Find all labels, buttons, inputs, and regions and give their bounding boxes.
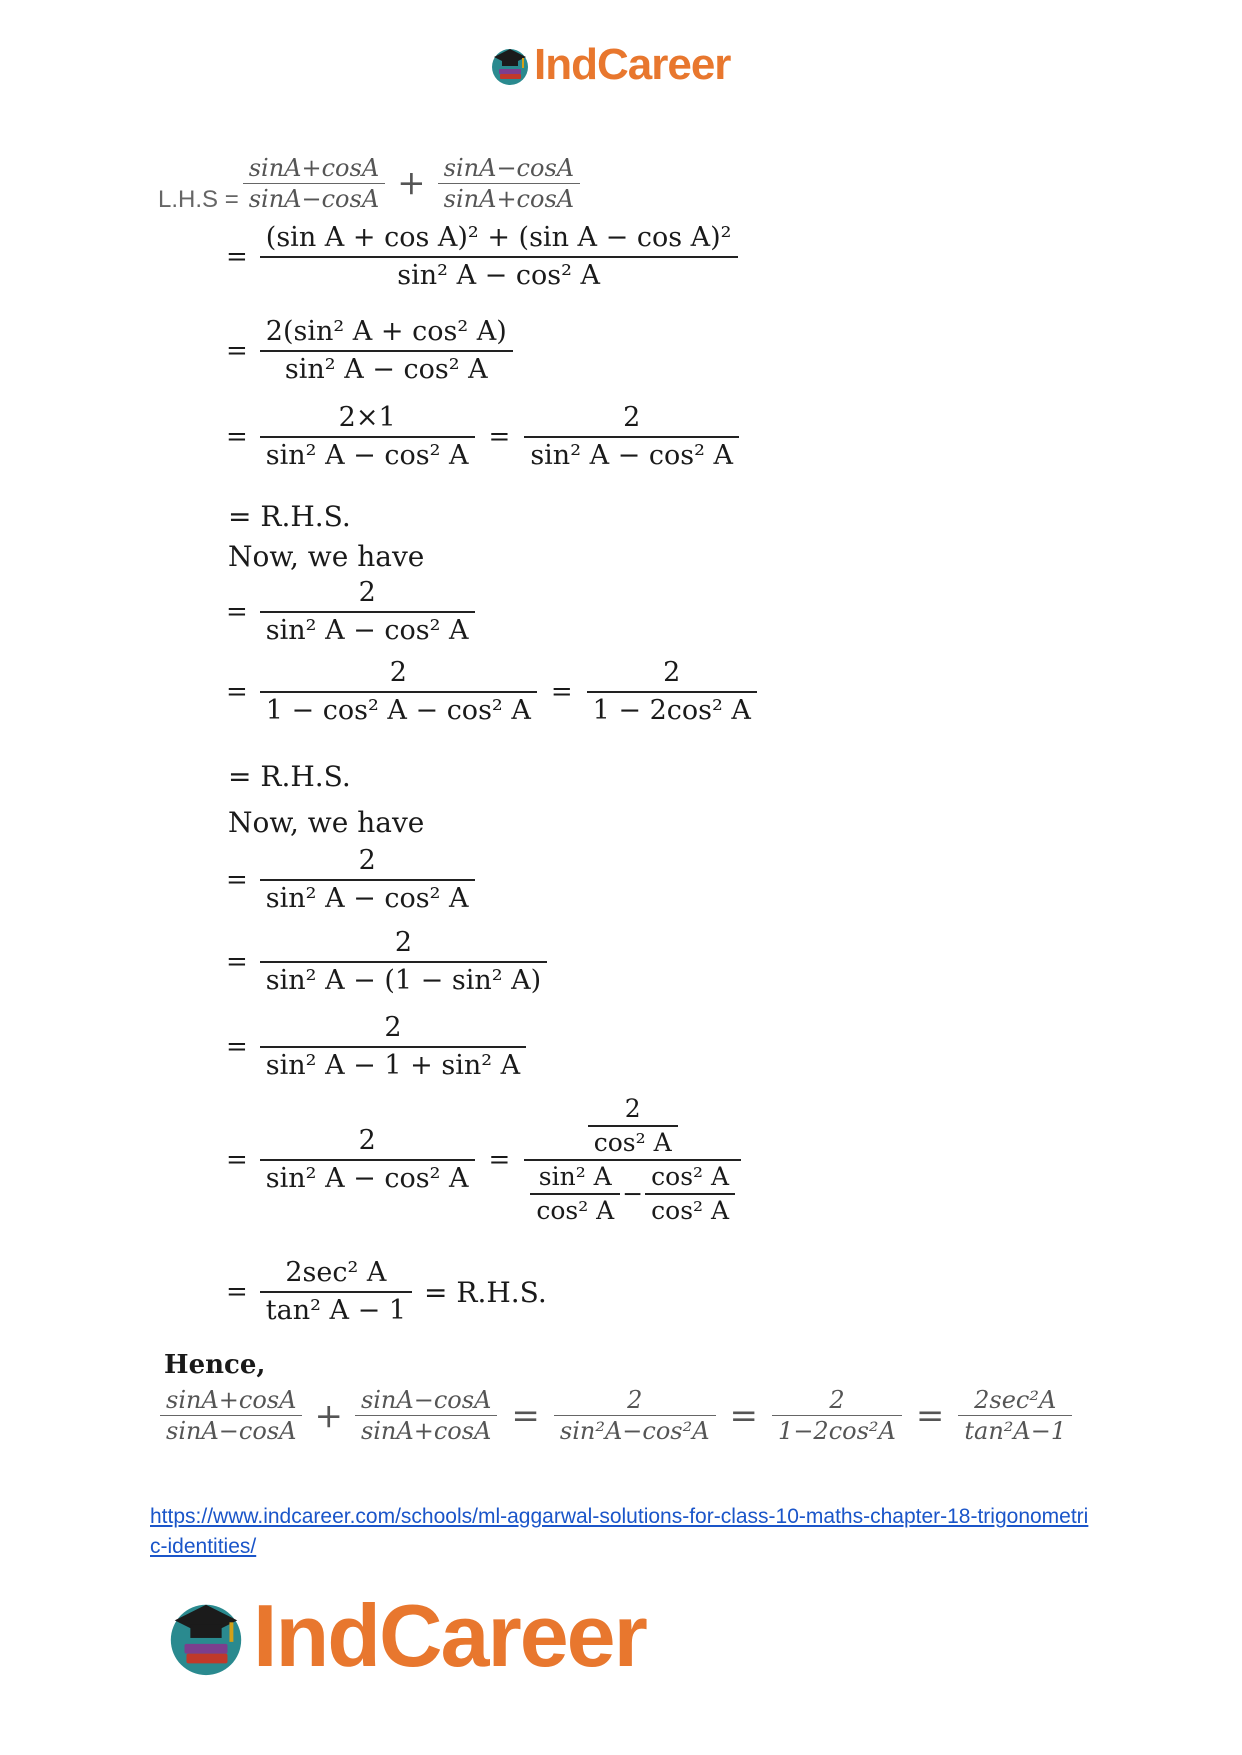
equals-sign: = bbox=[550, 677, 573, 707]
numerator: sinA−cosA bbox=[360, 1386, 492, 1414]
inner-fraction-sin bbox=[530, 1161, 620, 1227]
numerator: 2 bbox=[358, 577, 376, 608]
denominator: sin² A − cos² A bbox=[397, 260, 600, 291]
numerator: sinA+cosA bbox=[166, 1386, 297, 1414]
step-4 bbox=[226, 575, 475, 649]
lhs-expression bbox=[158, 152, 580, 214]
numerator: 2 bbox=[663, 657, 681, 688]
denominator: cos² A bbox=[651, 1196, 730, 1225]
inner-fraction bbox=[588, 1093, 678, 1159]
graduation-cap-books-icon bbox=[163, 1593, 249, 1679]
denominator: sinA−cosA bbox=[248, 184, 380, 213]
rhs-label: = R.H.S. bbox=[424, 1275, 547, 1309]
step-10-fraction bbox=[260, 1255, 412, 1329]
brand-name: IndCareer bbox=[534, 40, 731, 89]
denominator: sin² A − cos² A bbox=[265, 615, 469, 646]
denominator: sin² A − cos² A bbox=[265, 883, 469, 914]
source-link[interactable]: https://www.indcareer.com/schools/ml-aggarwal-solutions-for-class-10-maths-chapter-18-trigonometric-identities/ bbox=[150, 1505, 1089, 1558]
conclusion-fraction-1 bbox=[160, 1385, 302, 1446]
step-5-fraction-b bbox=[587, 655, 757, 729]
now-we-have-1: Now, we have bbox=[228, 540, 425, 573]
step-10 bbox=[226, 1255, 547, 1329]
numerator: (sin A + cos A)² + (sin A − cos A)² bbox=[265, 222, 732, 253]
step-9-complex-fraction bbox=[524, 1093, 741, 1227]
complex-denominator bbox=[524, 1161, 741, 1227]
equals-sign: = bbox=[729, 1395, 759, 1436]
equals-sign: = bbox=[226, 1277, 248, 1307]
equals-sign: = bbox=[226, 422, 248, 452]
step-6-fraction bbox=[260, 843, 475, 917]
conclusion-fraction-4 bbox=[772, 1385, 902, 1446]
step-8 bbox=[226, 1010, 526, 1084]
step-9 bbox=[226, 1093, 741, 1227]
lhs-fraction-1 bbox=[243, 153, 385, 214]
step-4-fraction bbox=[260, 575, 475, 649]
conclusion-fraction-2 bbox=[355, 1385, 497, 1446]
rhs-line-1: = R.H.S. bbox=[228, 500, 351, 533]
numerator: 2×1 bbox=[338, 402, 396, 433]
numerator: 2 bbox=[394, 927, 413, 958]
lhs-fraction-2 bbox=[438, 153, 580, 214]
equals-sign: = bbox=[511, 1395, 540, 1436]
plus-sign: + bbox=[397, 163, 426, 203]
equals-sign: = bbox=[915, 1395, 945, 1436]
now-we-have-2: Now, we have bbox=[228, 806, 425, 839]
equals-sign: = bbox=[226, 336, 248, 366]
step-5-fraction-a bbox=[260, 655, 537, 729]
plus-sign: + bbox=[314, 1395, 343, 1436]
equals-sign: = bbox=[488, 422, 511, 452]
step-8-fraction bbox=[260, 1010, 526, 1084]
denominator: sinA−cosA bbox=[166, 1417, 297, 1445]
denominator: sin²A−cos²A bbox=[559, 1417, 710, 1445]
denominator: sinA+cosA bbox=[443, 184, 575, 213]
numerator: 2 bbox=[358, 845, 376, 876]
equals-sign: = bbox=[226, 947, 248, 977]
equals-sign: = bbox=[226, 1145, 248, 1175]
denominator: 1 − 2cos² A bbox=[592, 695, 751, 726]
conclusion-fraction-5 bbox=[958, 1385, 1072, 1446]
complex-numerator bbox=[582, 1093, 684, 1159]
footer-logo[interactable] bbox=[163, 1585, 646, 1687]
numerator: sinA+cosA bbox=[248, 153, 380, 182]
conclusion-identity bbox=[160, 1385, 1072, 1446]
numerator: sinA−cosA bbox=[443, 153, 575, 182]
conclusion-fraction-3 bbox=[554, 1385, 716, 1446]
numerator: 2sec² A bbox=[285, 1257, 387, 1288]
equals-sign: = bbox=[488, 1145, 511, 1175]
denominator: tan² A − 1 bbox=[265, 1295, 407, 1326]
denominator: sin² A − cos² A bbox=[265, 1163, 469, 1194]
denominator: 1−2cos²A bbox=[778, 1417, 896, 1445]
equals-sign: = bbox=[226, 865, 248, 895]
numerator: 2 bbox=[389, 657, 407, 688]
rhs-line-2: = R.H.S. bbox=[228, 760, 351, 793]
step-5 bbox=[226, 655, 757, 729]
lhs-label: L.H.S = bbox=[158, 186, 239, 213]
denominator: sin² A − 1 + sin² A bbox=[265, 1050, 521, 1081]
graduation-cap-books-icon bbox=[488, 43, 532, 87]
step-2 bbox=[226, 314, 513, 388]
equals-sign: = bbox=[226, 242, 248, 272]
step-2-fraction bbox=[260, 314, 513, 388]
equals-sign: = bbox=[226, 677, 248, 707]
step-9-fraction-a bbox=[260, 1123, 475, 1197]
numerator: 2 bbox=[358, 1125, 376, 1156]
step-3 bbox=[226, 400, 739, 474]
numerator: 2(sin² A + cos² A) bbox=[265, 316, 507, 347]
minus-sign: − bbox=[622, 1179, 644, 1208]
inner-fraction-cos bbox=[645, 1161, 735, 1227]
header-logo[interactable] bbox=[488, 40, 730, 90]
numerator: 2 bbox=[829, 1386, 845, 1414]
step-3-fraction-a bbox=[260, 400, 475, 474]
numerator: 2 bbox=[627, 1386, 643, 1414]
denominator: cos² A bbox=[593, 1128, 672, 1157]
denominator: 1 − cos² A − cos² A bbox=[265, 695, 531, 726]
equals-sign: = bbox=[226, 1032, 248, 1062]
numerator: 2 bbox=[384, 1012, 402, 1043]
step-6 bbox=[226, 843, 475, 917]
numerator: sin² A bbox=[538, 1162, 612, 1191]
numerator: 2 bbox=[623, 402, 641, 433]
numerator: 2sec²A bbox=[974, 1386, 1057, 1414]
step-1-fraction bbox=[260, 220, 738, 294]
denominator: sinA+cosA bbox=[360, 1417, 492, 1445]
denominator: sin² A − (1 − sin² A) bbox=[265, 965, 542, 996]
numerator: 2 bbox=[624, 1094, 641, 1123]
hence-label: Hence, bbox=[164, 1350, 266, 1380]
step-1 bbox=[226, 220, 738, 294]
step-7-fraction bbox=[260, 925, 547, 999]
numerator: cos² A bbox=[651, 1162, 730, 1191]
denominator: sin² A − cos² A bbox=[265, 440, 469, 471]
step-3-fraction-b bbox=[524, 400, 739, 474]
denominator: sin² A − cos² A bbox=[530, 440, 734, 471]
denominator: tan²A−1 bbox=[964, 1417, 1067, 1445]
denominator: sin² A − cos² A bbox=[284, 354, 488, 385]
denominator: cos² A bbox=[536, 1196, 615, 1225]
step-7 bbox=[226, 925, 547, 999]
equals-sign: = bbox=[226, 597, 248, 627]
brand-name: IndCareer bbox=[253, 1586, 646, 1685]
